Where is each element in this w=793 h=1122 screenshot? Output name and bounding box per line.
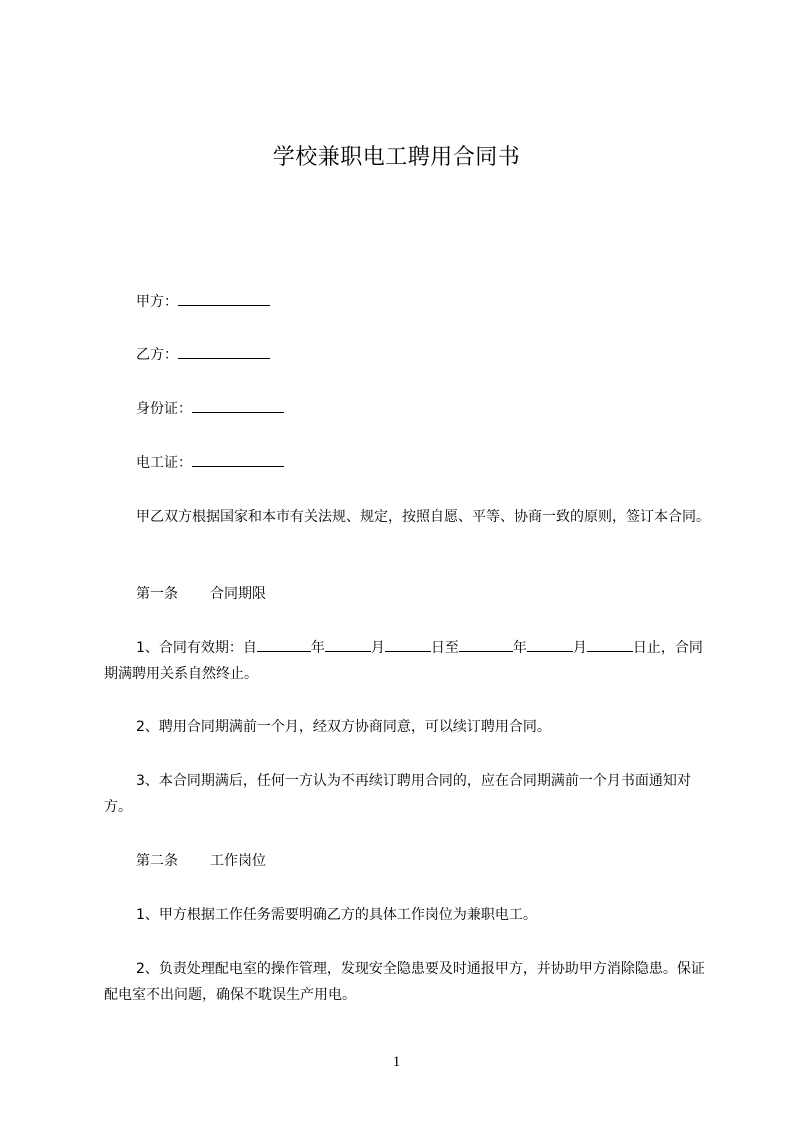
page-number: 1 xyxy=(392,1054,401,1070)
id-card-blank xyxy=(192,398,284,413)
article-1-title: 合同期限 xyxy=(210,586,266,602)
end-day-blank xyxy=(587,637,633,652)
article-1-clause-3: 3、本合同期满后，任何一方认为不再续订聘用合同的，应在合同期满前一个月书面通知对方。 xyxy=(104,773,691,815)
end-month-label: 月 xyxy=(572,640,587,656)
article-1-number: 第一条 xyxy=(136,586,178,602)
id-card-label: 身份证： xyxy=(136,401,192,417)
end-month-blank xyxy=(527,637,573,652)
article-1-clause-1 xyxy=(104,635,716,687)
day-to-label: 日至 xyxy=(430,640,459,656)
party-a-blank xyxy=(178,291,270,306)
article-2-clause-1: 1、甲方根据工作任务需要明确乙方的具体工作岗位为兼职电工。 xyxy=(136,907,537,923)
party-a-field xyxy=(136,289,270,315)
end-year-blank xyxy=(459,637,513,652)
article-2-number: 第二条 xyxy=(136,853,178,869)
party-b-blank xyxy=(178,344,270,359)
intro-paragraph: 甲乙双方根据国家和本市有关法规、规定，按照自愿、平等、协商一致的原则，签订本合同。 xyxy=(136,509,710,525)
start-day-blank xyxy=(385,637,431,652)
party-a-label: 甲方： xyxy=(136,294,178,310)
article-2-title: 工作岗位 xyxy=(210,853,266,869)
start-year-label: 年 xyxy=(310,640,325,656)
electrician-cert-blank xyxy=(192,452,284,467)
end-year-label: 年 xyxy=(512,640,527,656)
electrician-cert-field xyxy=(136,450,284,476)
clause-1-prefix: 1、合同有效期：自 xyxy=(136,640,257,656)
start-month-label: 月 xyxy=(370,640,385,656)
electrician-cert-label: 电工证： xyxy=(136,455,192,471)
article-1-heading xyxy=(136,581,266,607)
article-2-clause-2: 2、负责处理配电室的操作管理，发现安全隐患要及时通报甲方，并协助甲方消除隐患。保证配电室不出问题，确保不耽误生产用电。 xyxy=(104,961,705,1003)
start-month-blank xyxy=(325,637,371,652)
start-year-blank xyxy=(257,637,311,652)
party-b-field xyxy=(136,342,270,368)
document-title: 学校兼职电工聘用合同书 xyxy=(272,145,521,170)
clause-1-end: 日止，合同期满聘用关系自然终止。 xyxy=(104,640,703,682)
article-2-heading xyxy=(136,848,266,874)
id-card-field xyxy=(136,396,284,422)
article-1-clause-2: 2、聘用合同期满前一个月，经双方协商同意，可以续订聘用合同。 xyxy=(136,719,551,735)
party-b-label: 乙方： xyxy=(136,347,178,363)
